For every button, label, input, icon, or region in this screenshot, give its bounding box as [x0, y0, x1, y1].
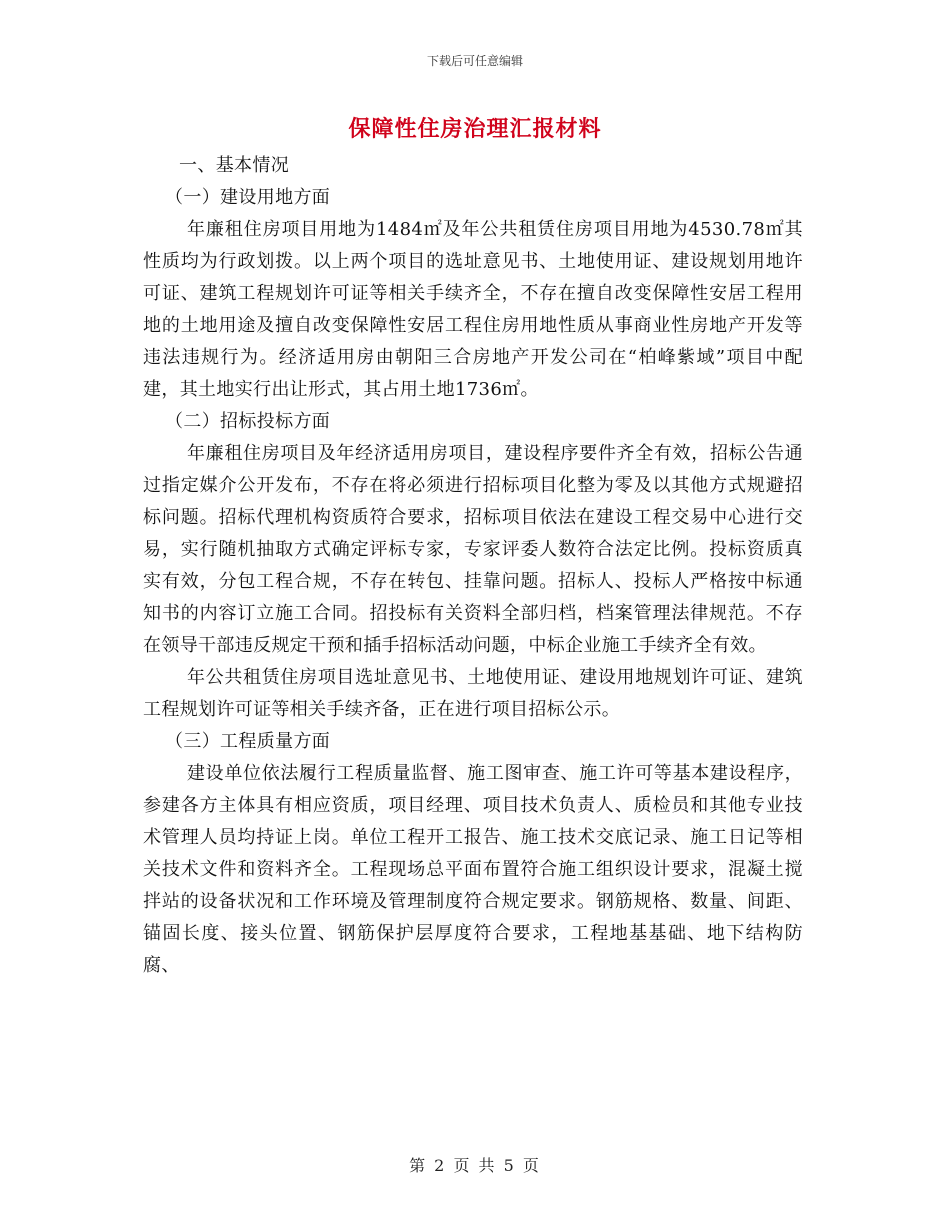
- paragraph-land-use: 年廉租住房项目用地为1484㎡及年公共租赁住房项目用地为4530.78㎡其性质均为行政划拨。以上两个项目的选址意见书、土地使用证、建设规划用地许可证、建筑工程规划许可证等相关手续齐全，不存在擅自改变保障性安居工程用地的土地用途及擅自改变保障性安居工程住房用地性质从事商业性房地产开发等违法违规行为。经济适用房由朝阳三合房地产开发公司在“柏峰紫域”项目中配建，其土地实行出让形式，其占用土地1736㎡。: [143, 219, 803, 400]
- subsection-heading-land-use: （一）建设用地方面: [165, 187, 331, 208]
- page-header-note: 下载后可任意编辑: [426, 54, 523, 68]
- paragraph-bidding-2: 年公共租赁住房项目选址意见书、土地使用证、建设用地规划许可证、建筑工程规划许可证等相关手续齐备，正在进行项目招标公示。: [143, 667, 803, 720]
- subsection-heading-quality: （三）工程质量方面: [165, 731, 331, 752]
- document-body: [143, 150, 803, 982]
- page-number: 第 2 页 共 5 页: [409, 1156, 541, 1175]
- document-title: 保障性住房治理汇报材料: [348, 117, 602, 142]
- paragraph-quality: 建设单位依法履行工程质量监督、施工图审查、施工许可等基本建设程序，参建各方主体具有相应资质，项目经理、项目技术负责人、质检员和其他专业技术管理人员均持证上岗。单位工程开工报告、施工技术交底记录、施工日记等相关技术文件和资料齐全。工程现场总平面布置符合施工组织设计要求，混凝土搅拌站的设备状况和工作环境及管理制度符合规定要求。钢筋规格、数量、间距、锚固长度、接头位置、钢筋保护层厚度符合要求，工程地基基础、地下结构防腐、: [143, 763, 803, 976]
- paragraph-bidding-1: 年廉租住房项目及年经济适用房项目，建设程序要件齐全有效，招标公告通过指定媒介公开发布，不存在将必须进行招标项目化整为零及以其他方式规避招标问题。招标代理机构资质符合要求，招标项目依法在建设工程交易中心进行交易，实行随机抽取方式确定评标专家，专家评委人数符合法定比例。投标资质真实有效，分包工程合规，不存在转包、挂靠问题。招标人、投标人严格按中标通知书的内容订立施工合同。招投标有关资料全部归档，档案管理法律规范。不存在领导干部违反规定干预和插手招标活动问题，中标企业施工手续齐全有效。: [143, 443, 803, 656]
- subsection-heading-bidding: （二）招标投标方面: [165, 411, 331, 432]
- section-heading-basic-situation: 一、基本情况: [179, 155, 290, 176]
